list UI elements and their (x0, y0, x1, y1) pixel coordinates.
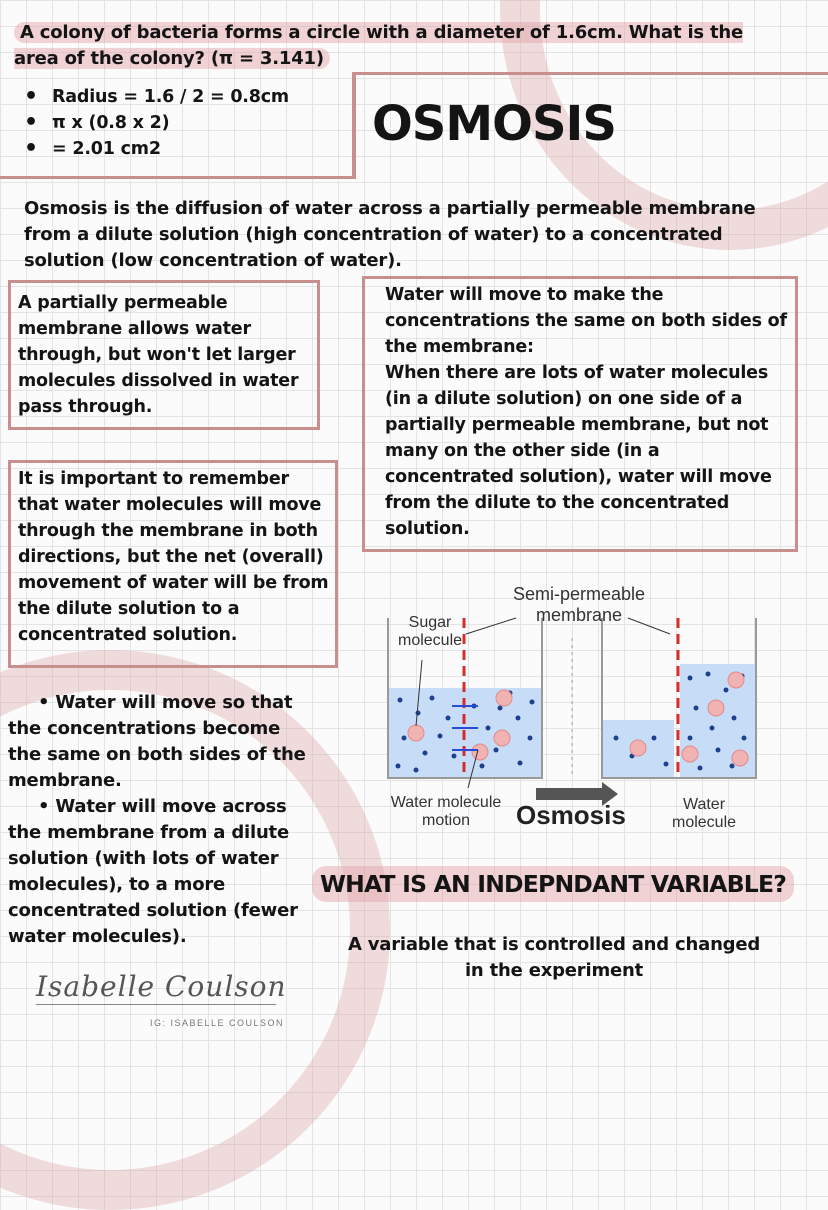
signature-underline (36, 1004, 276, 1005)
page-title: OSMOSIS (372, 96, 616, 152)
membrane-text: A partially permeable membrane allows water through, but won't let larger molecules dissolved in water pass through. (18, 293, 299, 417)
motion-label: Water molecule motion (390, 794, 502, 829)
definition-text: Osmosis is the diffusion of water across a partially permeable membrane from a dilute solution (high concentration of water) to a concentrated solution (low concentration of water). (24, 198, 756, 271)
water-move-text: Water will move to make the concentrations the same on both sides of the membrane: When there are lots of water molecules (in a dilute solution) on one side of a partially permeable membrane, but not many on the other side (in a concentrated solution), water will move from the dilute to the concentrated solution. (385, 285, 787, 539)
remember-text: It is important to remember that water molecules will move through the membrane in both directions, but the net (overall) movement of water will be from the dilute solution to a concentrated solution. (18, 469, 329, 645)
step-item: • = 2.01 cm2 (52, 136, 382, 162)
summary-bullets (8, 690, 318, 950)
membrane-label: Semi-permeable membrane (512, 584, 646, 625)
diagram-caption: Osmosis (516, 800, 626, 830)
social-handle: IG: ISABELLE COULSON (150, 1018, 285, 1028)
question-text: A colony of bacteria forms a circle with a diameter of 1.6cm. What is the area of the colony? (π = 3.141) (14, 22, 744, 69)
answer-steps (18, 84, 382, 162)
step-item: • Radius = 1.6 / 2 = 0.8cm (52, 84, 382, 110)
question2-heading: WHAT IS AN INDEPNDANT VARIABLE? (312, 870, 794, 898)
question2-answer: A variable that is controlled and changed in the experiment (347, 934, 761, 981)
water-label: Water molecule (671, 796, 737, 831)
summary-item: • Water will move so that the concentrations become the same on both sides of the membrane. (8, 692, 306, 791)
step-item: • π x (0.8 x 2) (52, 110, 382, 136)
summary-item: • Water will move across the membrane from a dilute solution (with lots of water molecules), to a more concentrated solution (fewer water molecules). (8, 796, 298, 947)
sugar-label: Sugar molecule (397, 614, 463, 649)
signature: Isabelle Coulson (36, 970, 287, 1003)
steps-underline (0, 176, 356, 179)
